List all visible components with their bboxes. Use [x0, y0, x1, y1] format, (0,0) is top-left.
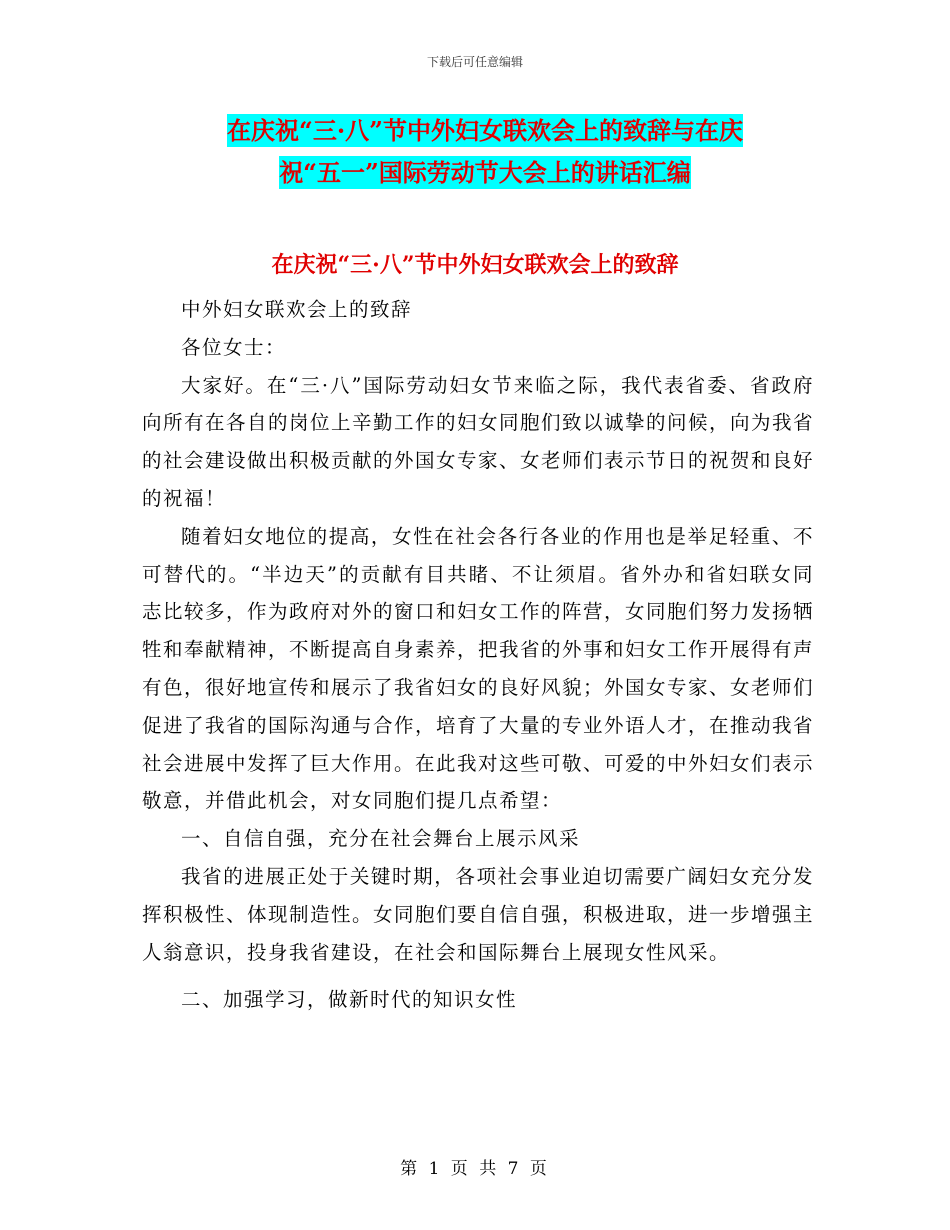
paragraph: 随着妇女地位的提高，女性在社会各行各业的作用也是举足轻重、不可替代的。“半边天”的贡献有目共睹、不让须眉。省外办和省妇联女同志比较多，作为政府对外的窗口和妇女工作的阵营，女同胞们努力发扬牺牲和奉献精神，不断提高自身素养，把我省的外事和妇女工作开展得有声有色，很好地宣传和展示了我省妇女的良好风貌；外国女专家、女老师们促进了我省的国际沟通与合作，培育了大量的专业外语人才，在推动我省社会进展中发挥了巨大作用。在此我对这些可敬、可爱的中外妇女们表示敬意，并借此机会，对女同胞们提几点希望： [142, 524, 815, 813]
title-line-2: 祝“五一”国际劳动节大会上的讲话汇编 [279, 158, 691, 187]
document-body [142, 291, 814, 1019]
page-number: 第 1 页 共 7 页 [400, 1159, 550, 1179]
paragraph: 各位女士： [181, 335, 287, 359]
paragraph: 一、自信自强，充分在社会舞台上展示风采 [181, 827, 581, 851]
document-title [140, 110, 830, 194]
paragraph: 二、加强学习，做新时代的知识女性 [181, 988, 518, 1012]
title-line-1: 在庆祝“三·八”节中外妇女联欢会上的致辞与在庆 [227, 116, 743, 145]
paragraph: 我省的进展正处于关键时期，各项社会事业迫切需要广阔妇女充分发挥积极性、体现制造性。女同胞们要自信自强，积极进取，进一步增强主人翁意识，投身我省建设，在社会和国际舞台上展现女性风采。 [142, 864, 815, 964]
section-title: 在庆祝“三·八”节中外妇女联欢会上的致辞 [271, 252, 679, 278]
header-note: 下载后可任意编辑 [426, 55, 523, 69]
paragraph: 大家好。在“三·八”国际劳动妇女节来临之际，我代表省委、省政府向所有在各自的岗位上辛勤工作的妇女同胞们致以诚挚的问候，向为我省的社会建设做出积极贡献的外国女专家、女老师们表示节日的祝贺和良好的祝福！ [142, 373, 815, 510]
paragraph: 中外妇女联欢会上的致辞 [181, 298, 413, 321]
